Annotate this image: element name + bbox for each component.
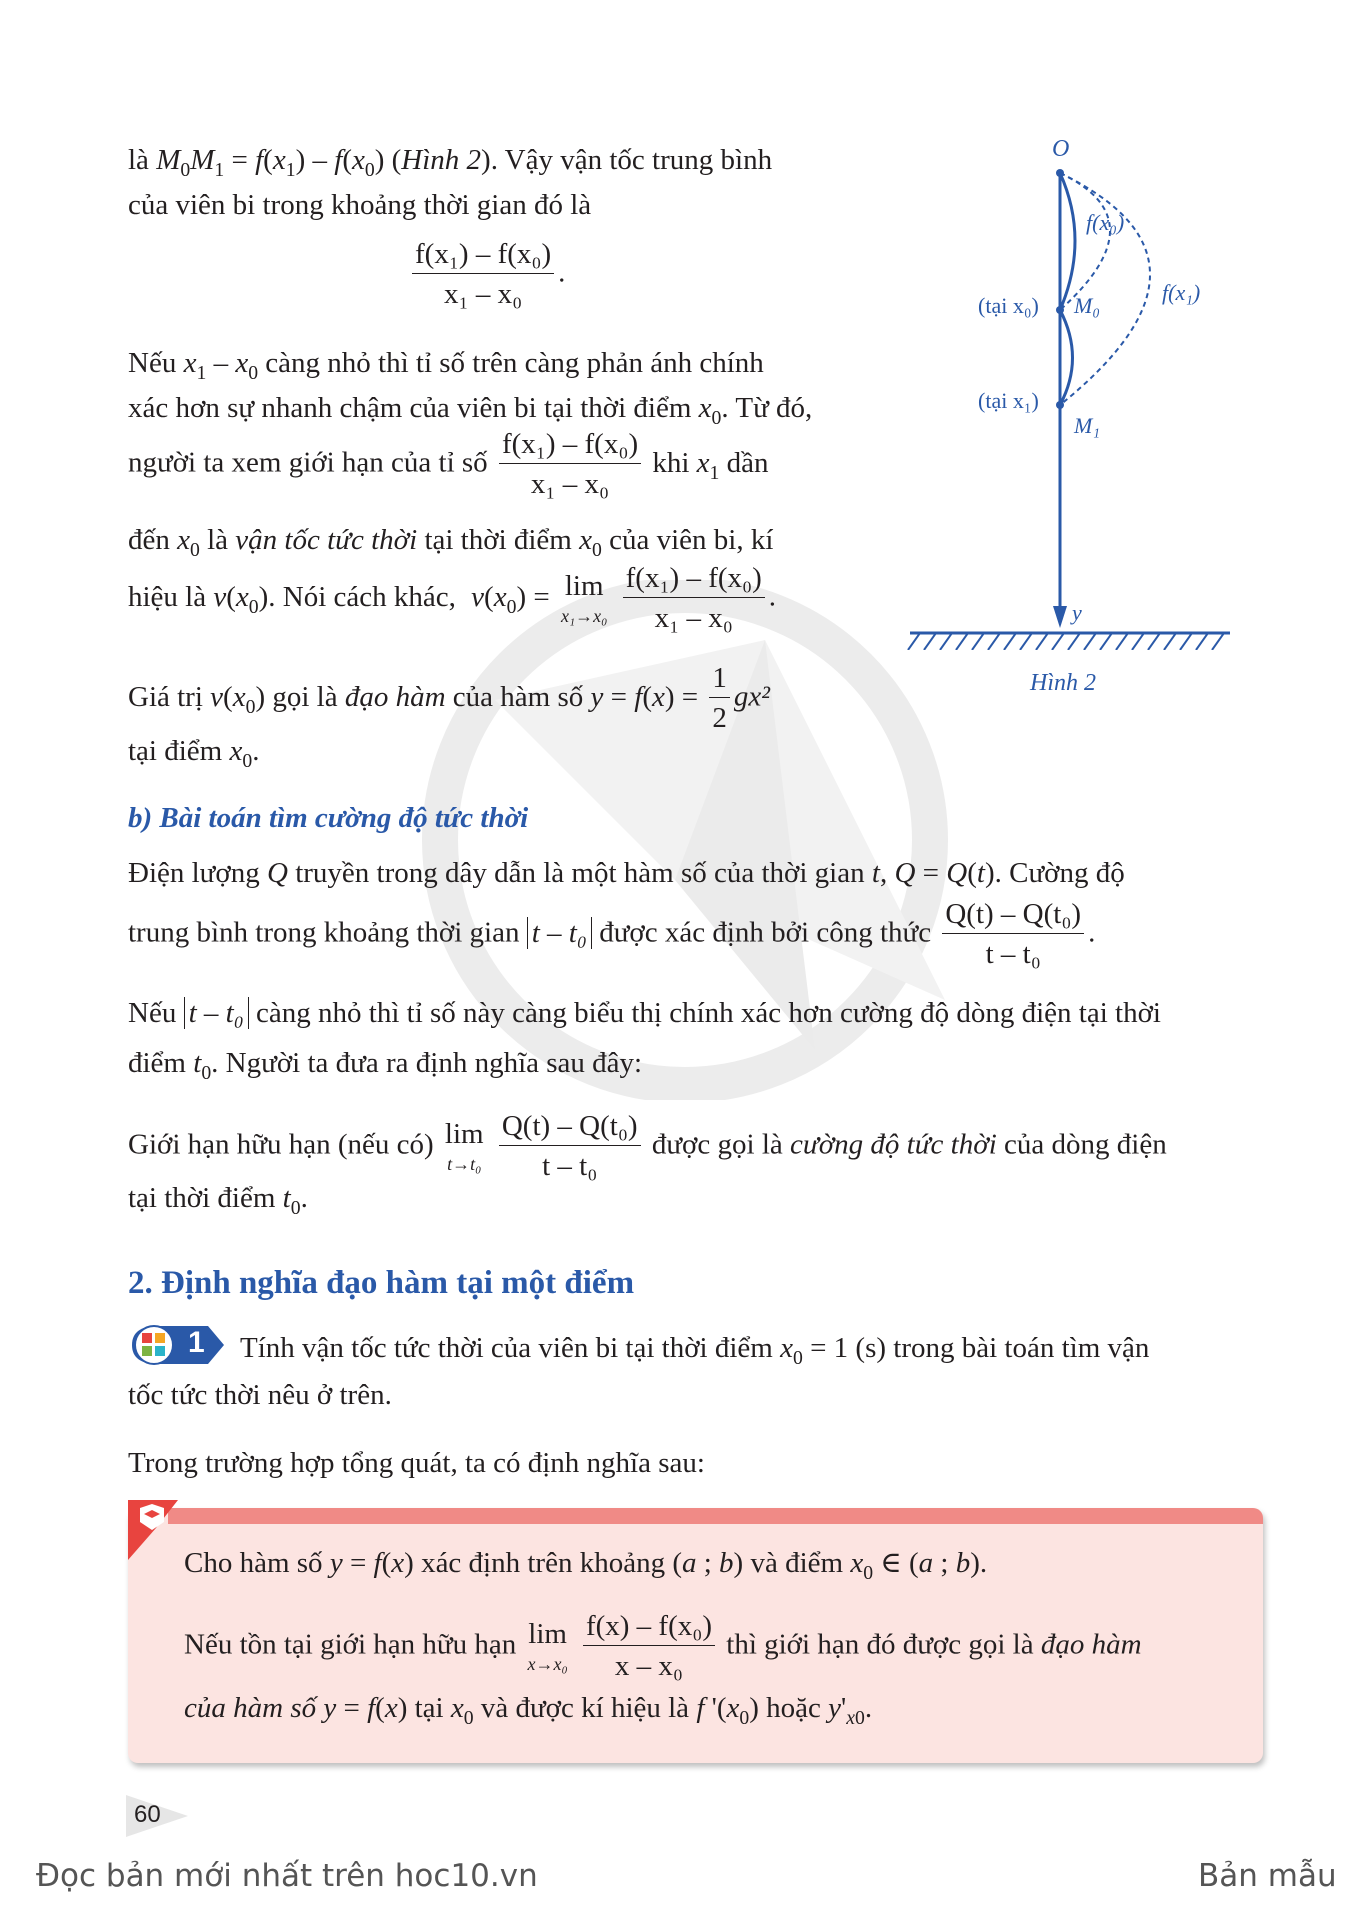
label-f-x1: f(x₁): [1162, 280, 1201, 305]
paragraph-line: của viên bi trong khoảng thời gian đó là: [128, 189, 592, 221]
paragraph-line: điểm $t_0$. Người ta đưa ra định nghĩa sau đây:: [128, 1047, 643, 1084]
page-number-badge: [126, 1795, 188, 1837]
paragraph-line: Điện lượng Q truyền trong dây dẫn là một hàm số của thời gian t, Q = Q(t). Cường độ: [128, 857, 1125, 889]
label-M1: M₁: [1074, 413, 1100, 438]
label-tai-x0: (tại x₀): [978, 293, 1039, 318]
figure-hinh-2: [900, 130, 1260, 710]
falling-ball-diagram: [900, 130, 1260, 650]
label-tai-x1: (tại x₁): [978, 388, 1039, 413]
paragraph-line: người ta xem giới hạn của tỉ số $\frac{\text{f(x₁) – f(x₀)}}{\text{x₁ – x₀}}$ khi $x_1$ dần: [128, 428, 769, 501]
paragraph-line: Giá trị $v(x_0)$ gọi là đạo hàm của hàm số y = f(x) = $\frac{1}{2}$ gx²: [128, 662, 770, 735]
footer-left: Đọc bản mới nhất trên hoc10.vn: [36, 1858, 538, 1894]
label-O: O: [1052, 136, 1070, 162]
subheading-b: b) Bài toán tìm cường độ tức thời: [128, 802, 529, 834]
label-y: y: [1072, 600, 1082, 625]
paragraph-line: Nếu $x_1 - x_0$ càng nhỏ thì tỉ số trên càng phản ánh chính: [128, 347, 764, 384]
paragraph-line: đến $x_0$ là vận tốc tức thời tại thời điểm $x_0$ của viên bi, kí: [128, 524, 774, 561]
paragraph-line: tại thời điểm $t_0$.: [128, 1182, 308, 1219]
paragraph-line: Trong trường hợp tổng quát, ta có định nghĩa sau:: [128, 1447, 705, 1479]
definition-bar: [168, 1508, 1263, 1524]
definition-line: Cho hàm số y = f(x) xác định trên khoảng (a ; b) và điểm $x_0$ ∈ (a ; b).: [184, 1547, 988, 1584]
paragraph-line: Nếu t – t₀ càng nhỏ thì tỉ số này càng biểu thị chính xác hơn cường độ dòng điện tại thời: [128, 997, 1161, 1029]
paragraph-line: là $M_0M_1 = f(x_1) - f(x_0)$ (Hình 2). Vậy vận tốc trung bình: [128, 144, 773, 181]
activity-text: tốc tức thời nêu ở trên.: [128, 1379, 392, 1411]
label-M0: M₀: [1074, 293, 1100, 318]
section-heading: 2. Định nghĩa đạo hàm tại một điểm: [128, 1265, 635, 1301]
activity-number: 1: [188, 1326, 205, 1359]
paragraph-line: Giới hạn hữu hạn (nếu có) lim t→t₀ $\frac{\text{Q(t) – Q(t₀)}}{\text{t – t₀}}$ được gọi là cường độ tức thời của dòng điện: [128, 1110, 1167, 1183]
label-f-x0: f(x₀): [1086, 210, 1125, 235]
definition-line: của hàm số y = f(x) tại $x_0$ và được kí hiệu là f '$(x_0)$ hoặc $y'_{x0}$.: [184, 1692, 873, 1729]
definition-line: Nếu tồn tại giới hạn hữu hạn lim x→x₀ $\frac{\text{f(x) – f(x₀)}}{\text{x – x₀}}$ thì giới hạn đó được gọi là đạo hàm: [184, 1610, 1142, 1683]
activity-text: Tính vận tốc tức thời của viên bi tại thời điểm $x_0 = 1$ (s) trong bài toán tìm vận: [240, 1332, 1150, 1369]
cube-icon: [128, 1322, 228, 1368]
paragraph-line: hiệu là $v(x_0)$. Nói cách khác, $v(x_0)$ = lim x₁→x₀ $\frac{\text{f(x₁) – f(x₀)}}{\text{x₁ – x₀}}$ .: [128, 562, 777, 635]
paragraph-line: tại điểm $x_0$.: [128, 735, 260, 772]
page-number: 60: [134, 1801, 161, 1828]
definition-pin-icon: [128, 1500, 178, 1560]
paragraph-line: xác hơn sự nhanh chậm của viên bi tại thời điểm $x_0$. Từ đó,: [128, 392, 813, 429]
paragraph-line: trung bình trong khoảng thời gian t – t₀ được xác định bởi công thức $\frac{\text{Q(t) – Q(t₀)}}{\text{t – t₀}}$ .: [128, 898, 1096, 971]
formula-average-velocity: $\frac{\text{f(x₁) – f(x₀)}}{\text{x₁ – x₀}}$ .: [408, 238, 565, 312]
figure-caption: Hình 2: [1030, 670, 1096, 696]
footer-right: Bản mẫu: [1198, 1858, 1337, 1894]
activity-badge: [128, 1322, 228, 1368]
